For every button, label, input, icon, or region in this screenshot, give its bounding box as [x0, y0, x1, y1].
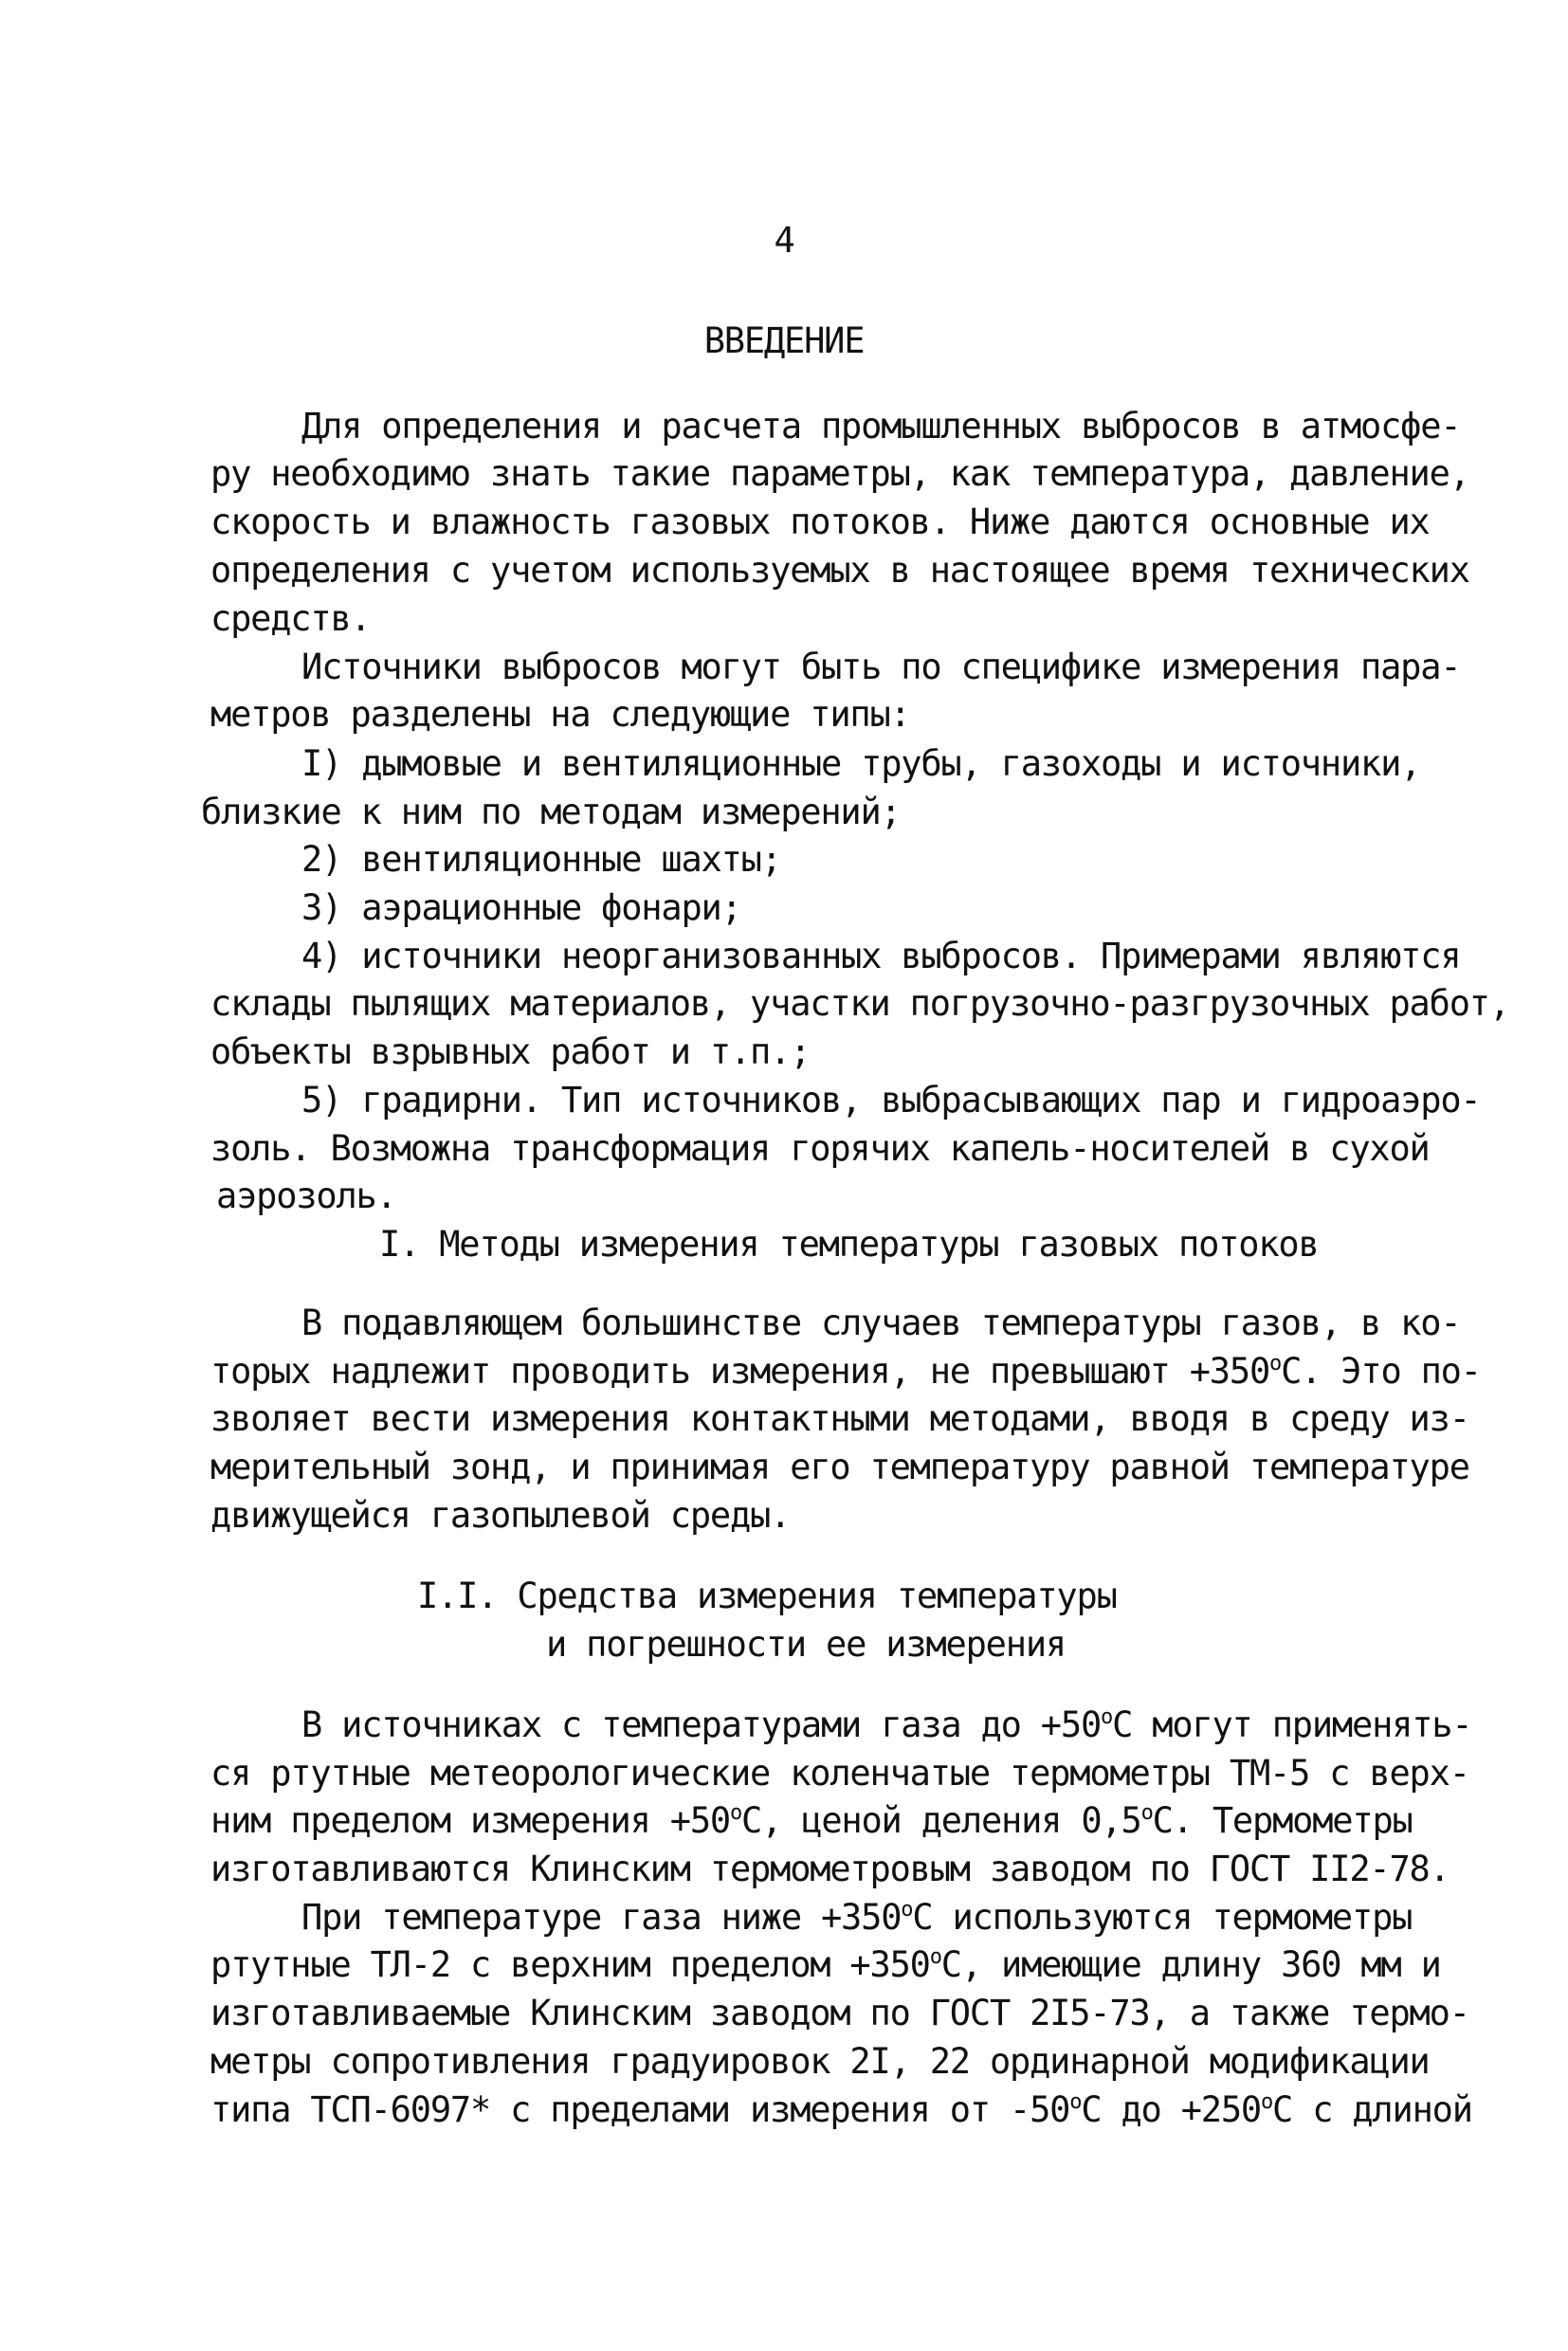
section-1-1-p1-line-3: ним пределом измерения $+50^оС$, ценой деления $0,5^оС$. Термометры [210, 1800, 1413, 1841]
page-number: 4 [774, 220, 794, 261]
section-1-1-p2-line-2: ртутные ТЛ-2 с верхним пределом $+350^оС$, имеющие длину 360 мм и [210, 1944, 1441, 1985]
section-1-1-title-line-1: I.I. Средства измерения температуры [417, 1576, 1117, 1616]
section-1-1-p2-line-3: изготавливаемые Клинским заводом по ГОСТ 2I5-73, а также термо- [210, 1993, 1469, 2033]
list-item-2: 2) вентиляционные шахты; [301, 839, 781, 880]
intro-p1-line-4: определения с учетом используемых в настоящее время технических [210, 550, 1469, 591]
section-1-1-p1-line-4: изготавливаются Клинским термометровым заводом по ГОСТ II2-78. [210, 1849, 1449, 1889]
list-item-5-line-3: аэрозоль. [216, 1176, 396, 1216]
section-1-1-p2-line-1: При температуре газа ниже $+350^оС$ используются термометры [301, 1897, 1413, 1938]
list-item-5-line-1: 5) градирни. Тип источников, выбрасывающих пар и гидроаэро- [301, 1080, 1481, 1121]
list-item-1-line-2: близкие к ним по методам измерений; [201, 792, 901, 832]
list-item-4-line-1: 4) источники неорганизованных выбросов. Примерами являются [301, 936, 1461, 976]
list-item-4-line-2: склады пылящих материалов, участки погрузочно-разгрузочных работ, [210, 983, 1509, 1024]
section-1-1-p1-line-1: В источниках с температурами газа до $+50^оС$ могут применять- [301, 1704, 1472, 1745]
list-item-5-line-2: золь. Возможна трансформация горячих капель-носителей в сухой [210, 1128, 1430, 1169]
intro-p1-line-1: Для определения и расчета промышленных выбросов в атмосфе- [301, 406, 1461, 447]
section-1-1-title-line-2: и погрешности ее измерения [546, 1624, 1066, 1665]
section-1-p1-line-3: зволяет вести измерения контактными методами, вводя в среду из- [210, 1398, 1469, 1439]
list-item-4-line-3: объекты взрывных работ и т.п.; [210, 1031, 811, 1072]
list-item-1-line-1: I) дымовые и вентиляционные трубы, газоходы и источники, [301, 743, 1421, 784]
section-1-title: I. Методы измерения температуры газовых потоков [379, 1224, 1319, 1265]
section-1-p1-line-2: торых надлежит проводить измерения, не превышают $+350^оС$. Это по- [210, 1351, 1481, 1392]
section-1-p1-line-4: мерительный зонд, и принимая его температуру равной температуре [210, 1447, 1469, 1487]
section-1-p1-line-5: движущейся газопылевой среды. [210, 1495, 791, 1536]
intro-p2-line-2: метров разделены на следующие типы: [210, 694, 910, 735]
section-1-p1-line-1: В подавляющем большинстве случаев температуры газов, в ко- [301, 1303, 1461, 1343]
list-item-3: 3) аэрационные фонари; [301, 887, 741, 928]
page-heading: ВВЕДЕНИЕ [703, 320, 865, 361]
intro-p1-line-3: скорость и влажность газовых потоков. Ниже даются основные их [210, 501, 1430, 542]
intro-p2-line-1: Источники выбросов могут быть по специфике измерения пара- [301, 647, 1461, 687]
intro-p1-line-5: средств. [210, 598, 371, 639]
section-1-1-p2-line-5: типа ТСП-6097* с пределами измерения от $-50^оС$ до $+250^оС$ с длиной [210, 2089, 1472, 2130]
section-1-1-p2-line-4: метры сопротивления градуировок 2I, 22 ординарной модификации [210, 2041, 1430, 2082]
section-1-1-p1-line-2: ся ртутные метеорологические коленчатые термометры ТМ-5 с верх- [210, 1753, 1469, 1794]
intro-p1-line-2: ру необходимо знать такие параметры, как температура, давление, [210, 453, 1469, 494]
